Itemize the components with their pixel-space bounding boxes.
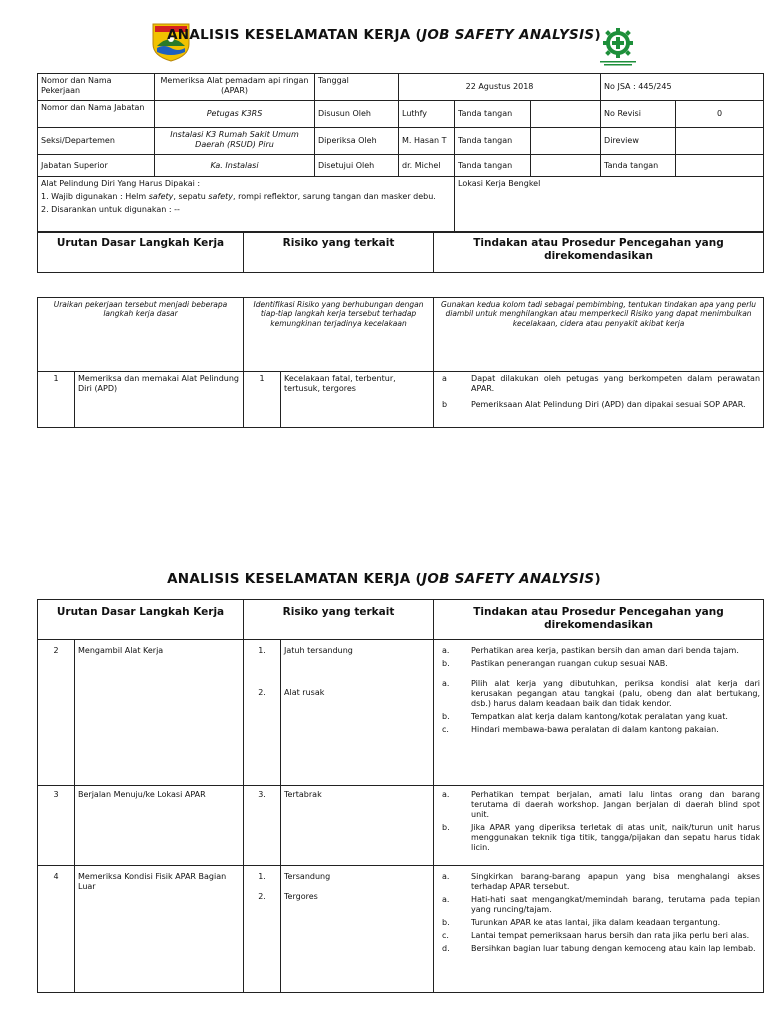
approved-by-value: dr. Michel bbox=[399, 155, 455, 177]
job-name-value: Memeriksa Alat pemadam api ringan (APAR) bbox=[155, 74, 315, 101]
risk-item: Jatuh tersandung bbox=[284, 646, 353, 655]
risk-number: 1 bbox=[244, 372, 281, 428]
risk-item: Tersandung bbox=[284, 872, 331, 881]
jsa-body-table bbox=[37, 297, 764, 428]
jsa-number: No JSA : 445/245 bbox=[601, 74, 764, 101]
signature-box bbox=[531, 101, 601, 128]
risk-number-list: 1. 2. bbox=[244, 640, 281, 786]
step-column-header: Urutan Dasar Langkah Kerja bbox=[38, 233, 244, 273]
step-description: Mengambil Alat Kerja bbox=[75, 640, 244, 786]
step-column-header: Urutan Dasar Langkah Kerja bbox=[38, 600, 244, 640]
checked-by-value: M. Hasan T bbox=[399, 128, 455, 155]
action-list bbox=[434, 640, 764, 786]
risk-description: Tertabrak bbox=[281, 786, 434, 866]
signature-box bbox=[531, 128, 601, 155]
step-description: Berjalan Menuju/ke Lokasi APAR bbox=[75, 786, 244, 866]
review-label: Direview bbox=[601, 128, 676, 155]
apd-required: 1. Wajib digunakan : Helm safety, sepatu safety, rompi reflektor, sarung tangan dan masker debu. bbox=[41, 192, 436, 201]
position-label: Nomor dan Nama Jabatan bbox=[38, 101, 155, 128]
risk-item: Tergores bbox=[284, 892, 318, 901]
list-item: b. Pastikan penerangan ruangan cukup sesuai NAB. bbox=[442, 659, 668, 668]
step-guide: Uraikan pekerjaan tersebut menjadi beberapa langkah kerja dasar bbox=[38, 298, 244, 372]
date-value: 22 Agustus 2018 bbox=[399, 74, 601, 101]
jsa-header-table bbox=[37, 73, 764, 232]
job-name-label: Nomor dan Nama Pekerjaan bbox=[38, 74, 155, 101]
review-value bbox=[676, 128, 764, 155]
risk-number-list: 1. 2. bbox=[244, 866, 281, 993]
signature-label: Tanda tangan bbox=[455, 101, 531, 128]
prepared-by-label: Disusun Oleh bbox=[315, 101, 399, 128]
work-location: Lokasi Kerja Bengkel bbox=[455, 177, 764, 232]
risk-number: 3. bbox=[244, 786, 281, 866]
risk-description-list bbox=[281, 640, 434, 786]
apd-section bbox=[38, 177, 455, 232]
list-item: b Pemeriksaan Alat Pelindung Diri (APD) dan dipakai sesuai SOP APAR. bbox=[442, 400, 746, 409]
revision-value: 0 bbox=[676, 101, 764, 128]
list-item: a. Perhatikan tempat berjalan, amati lalu lintas orang dan barang terutama di daerah workshop. Jangan berjalan di daerah blind spot unit. bbox=[442, 790, 761, 819]
step-description: Memeriksa Kondisi Fisik APAR Bagian Luar bbox=[75, 866, 244, 993]
department-label: Seksi/Departemen bbox=[38, 128, 155, 155]
action-column-header: Tindakan atau Prosedur Pencegahan yang direkomendasikan bbox=[434, 233, 764, 273]
action-column-header: Tindakan atau Prosedur Pencegahan yang direkomendasikan bbox=[434, 600, 764, 640]
action-list bbox=[434, 372, 764, 428]
list-item: d. Bersihkan bagian luar tabung dengan kemoceng atau kain lap lembab. bbox=[442, 944, 756, 953]
step-number: 1 bbox=[38, 372, 75, 428]
apd-recommended: 2. Disarankan untuk digunakan : -- bbox=[41, 205, 180, 214]
date-label: Tanggal bbox=[315, 74, 399, 101]
risk-item: Alat rusak bbox=[284, 688, 325, 697]
page-title: ANALISIS KESELAMATAN KERJA (JOB SAFETY ANALYSIS) bbox=[167, 27, 601, 43]
step-number: 2 bbox=[38, 640, 75, 786]
superior-value: Ka. Instalasi bbox=[155, 155, 315, 177]
list-item: a. Perhatikan area kerja, pastikan bersih dan aman dari benda tajam. bbox=[442, 646, 739, 655]
risk-guide: Identifikasi Risiko yang berhubungan dengan tiap-tiap langkah kerja tersebut terhadap kemungkinan terjadinya kecelakaan bbox=[244, 298, 434, 372]
signature-box bbox=[676, 155, 764, 177]
signature-label: Tanda tangan bbox=[601, 155, 676, 177]
page-title: ANALISIS KESELAMATAN KERJA (JOB SAFETY ANALYSIS) bbox=[167, 571, 601, 587]
list-item: a. Pilih alat kerja yang dibutuhkan, periksa kondisi alat kerja dari kerusakan pegangan atau tangkai (palu, obeng dan alat bertukang, dsb.) harus dalam keadaan baik dan tidak kendor. bbox=[442, 679, 761, 708]
risk-column-header: Risiko yang terkait bbox=[244, 233, 434, 273]
jsa-continuation-table bbox=[37, 599, 764, 993]
risk-description: Kecelakaan fatal, terbentur, tertusuk, tergores bbox=[281, 372, 434, 428]
list-item: a. Hati-hati saat mengangkat/memindah barang, terutama pada tepian yang runcing/tajam. bbox=[442, 895, 761, 914]
action-list bbox=[434, 786, 764, 866]
approved-by-label: Disetujui Oleh bbox=[315, 155, 399, 177]
checked-by-label: Diperiksa Oleh bbox=[315, 128, 399, 155]
list-item: c. Lantai tempat pemeriksaan harus bersih dan rata jika perlu beri alas. bbox=[442, 931, 750, 940]
k3-safety-logo bbox=[596, 26, 640, 68]
apd-title: Alat Pelindung Diri Yang Harus Dipakai : bbox=[41, 179, 201, 188]
prepared-by-value: Luthfy bbox=[399, 101, 455, 128]
risk-column-header: Risiko yang terkait bbox=[244, 600, 434, 640]
step-number: 4 bbox=[38, 866, 75, 993]
department-value: Instalasi K3 Rumah Sakit Umum Daerah (RSUD) Piru bbox=[155, 128, 315, 155]
list-item: a. Singkirkan barang-barang apapun yang bisa menghalangi akses terhadap APAR tersebut. bbox=[442, 872, 761, 891]
revision-label: No Revisi bbox=[601, 101, 676, 128]
step-number: 3 bbox=[38, 786, 75, 866]
superior-label: Jabatan Superior bbox=[38, 155, 155, 177]
action-list bbox=[434, 866, 764, 993]
list-item: b. Jika APAR yang diperiksa terletak di atas unit, naik/turun unit harus menggunakan teknik tiga titik, tangga/pijakan dan sepatu harus tidak licin. bbox=[442, 823, 761, 852]
list-item: b. Tempatkan alat kerja dalam kantong/kotak peralatan yang kuat. bbox=[442, 712, 728, 721]
list-item: b. Turunkan APAR ke atas lantai, jika dalam keadaan tergantung. bbox=[442, 918, 721, 927]
action-guide: Gunakan kedua kolom tadi sebagai pembimbing, tentukan tindakan apa yang perlu diambil untuk menghilangkan atau memperkecil Risiko yang dapat menimbulkan kecelakaan, cidera atau penyakit akibat kerja bbox=[434, 298, 764, 372]
column-header-table bbox=[37, 232, 764, 273]
signature-label: Tanda tangan bbox=[455, 128, 531, 155]
position-value: Petugas K3RS bbox=[155, 101, 315, 128]
signature-label: Tanda tangan bbox=[455, 155, 531, 177]
list-item: a Dapat dilakukan oleh petugas yang berkompeten dalam perawatan APAR. bbox=[442, 374, 761, 393]
risk-description-list bbox=[281, 866, 434, 993]
list-item: c. Hindari membawa-bawa peralatan di dalam kantong pakaian. bbox=[442, 725, 719, 734]
step-description: Memeriksa dan memakai Alat Pelindung Diri (APD) bbox=[75, 372, 244, 428]
signature-box bbox=[531, 155, 601, 177]
